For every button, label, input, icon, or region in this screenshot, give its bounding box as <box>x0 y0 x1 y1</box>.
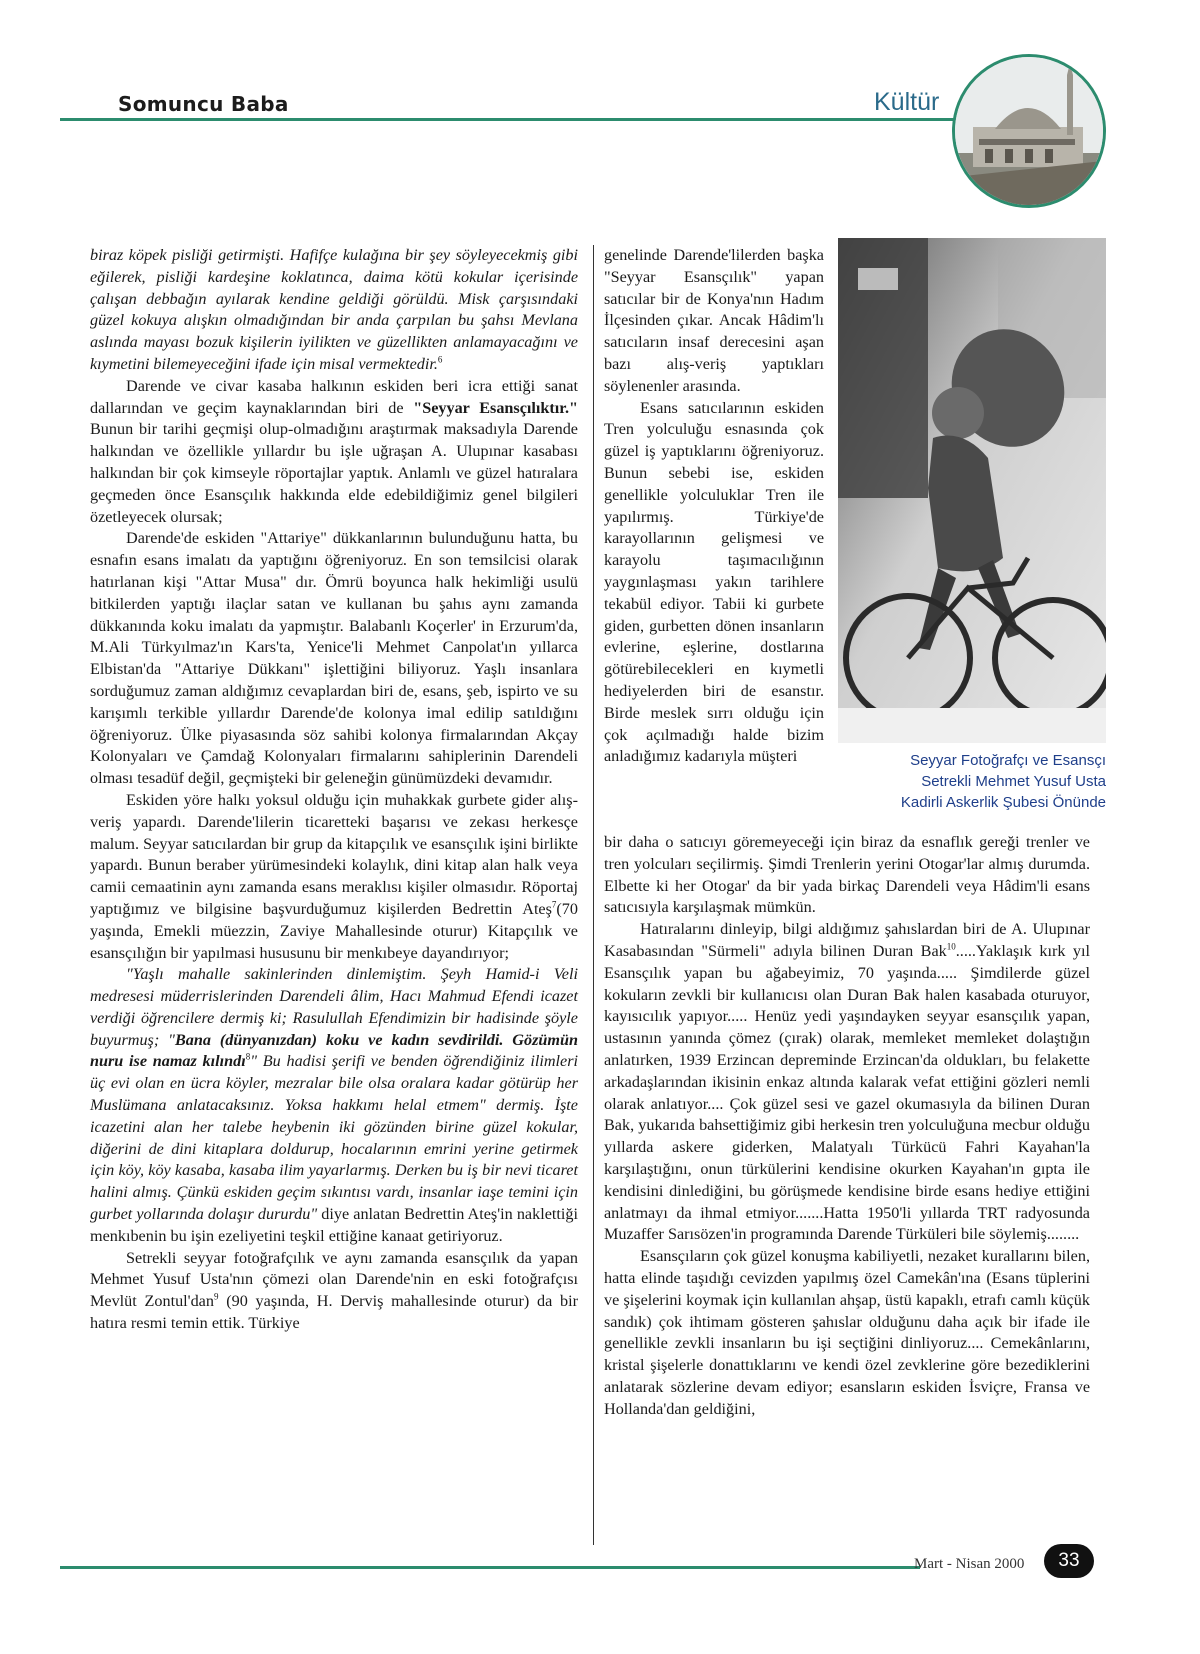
section-title: Kültür <box>874 88 940 116</box>
paragraph: Setrekli seyyar fotoğrafçılık ve aynı zamanda esansçılık da yapan Mehmet Yusuf Usta'nın çömezi olan Darende'nin en eski fotoğrafçısı Mevlüt Zontul'dan$^9$ (90 yaşında, H. Derviş mahallesinde oturur) da bir hatıra resmi temin ettik. Türkiye <box>90 1248 578 1333</box>
footnote-marker: 9 <box>213 1291 219 1302</box>
photo-man-on-bicycle <box>838 238 1106 743</box>
left-column <box>90 245 578 1335</box>
paragraph: Darende'de eskiden "Attariye" dükkanlarının bulunduğunu hatta, bu esnafın esans imalatı da yaptığını öğreniyoruz. En son temsilcisi olarak hatırlanan kişi "Attar Musa" dır. Ömrü boyunca halk hekimliği usulü bitkilerden yaptığı ilaçlar satan ve kullanan bu şahıs aynı zamanda dükkanında koku imalatı da yapmıştır. Balabanlı Koçerler' in Erzurum'da, M.Ali Türkyılmaz'ın Kars'ta, Yenice'li Mehmet Canpolat'ın yıllarca Elbistan'da "Attariye Dükkanı" işlettiğini biliyoruz. Yaşlı insanlara sorduğumuz zaman aldığımız cevaplardan biri de, esans, şeb, ispirto ve su karışımlı terkible yıllardır Darende'de kolonya imal edilip satıldığını öğreniyoruz. Ülke piyasasında söz sahibi kolonya firmalarından Akçay Kolonyaları ve Çamdağ Kolonyaları firmalarını sahiplerinin Darendeli olması tesadüf değil, geçmişteki bir geleneğin günümüzdeki devamıdır. <box>90 529 578 788</box>
paragraph: Eskiden yöre halkı yoksul olduğu için muhakkak gurbete gider alış-veriş yapardı. Darende'lilerin ticaretteki başarısı ve zekası herkesçe malum. Seyyar satıcılardan bir grup da kitapçılık ve esansçılık işini birlikte yapardı. Bunun beraber yürümesindeki kolaylık, dini kitap alan halk veya camii cemaatinin aynı zamanda esans meraklısı kişiler olmasıdır. Röportaj yaptığımız ve bilgisine başvurduğumuz kişilerden Bedrettin Ateş$^7$(70 yaşında, Emekli müezzin, Zaviye Mahallesinde oturur) Kitapçılık ve esansçılığın bir yapılmasi hususunu bir menkıbeye dayandırıyor; <box>90 790 578 962</box>
footnote-marker: 8 <box>245 1052 251 1063</box>
caption-line: Kadirli Askerlik Şubesi Önünde <box>900 794 1106 811</box>
hadith-quote: Bana (dünyanızdan) koku ve kadın sevdirildi. Gözümün nuru ise namaz kılındı <box>90 1030 578 1071</box>
paragraph: "Yaşlı mahalle sakinlerinden dinlemiştim. Şeyh Hamid-i Veli medresesi müderrislerinden Darendeli âlim, Hacı Mahmud Efendi icazet verdiği öğrencilere dermiş ki; Rasulullah Efendimizin bir hadisinde şöyle buyurmuş; "Bana (dünyanızdan) koku ve kadın sevdirildi. Gözümün nuru ise namaz kılındı$^8$" Bu hadisi şerifi ve benden öğrendiğiniz ilimleri üç evi olan en ücra köyler, mezralar bile olsa oralara kadar götürüp her Muslümana anlatacaksınız. Yoksa hakkımı helal etmem" dermiş. İşte icazetini alan her talebe heybenin iki gözünden birine güzel kokular, diğerini de dini kitaplara doldurup, hocalarının emrini yerine getirmek için köy, köy kasaba, kasaba ilim yayarlarmış. Derken bu iş bir nevi ticaret halini almış. Çünkü eskiden geçim sıkıntısı vardı, insanlar iaşe temini için gurbet yollarında dolaşır dururdu" diye anlatan Bedrettin Ateş'in naklettiği menkıbenin bu işin ezeliyetini teşkil ettiğine kanaat getiriyoruz. <box>90 965 578 1245</box>
paragraph: Hatıralarını dinleyip, bilgi aldığımız şahıslardan biri de A. Ulupınar Kasabasından "Sürmeli" adıyla bilinen Duran Bak$^{10}$.....Yaklaşık kırk yıl Esansçılık yapan bu ağabeyimiz, 70 yaşında..... Şimdilerde güzel kokuların zevkli bir kullanıcısı olan Duran Bak halen kasabada oturuyor, kayısıcılık yapıyor..... Henüz yedi yaşındayken seyyar esansçılık yapan, ustasının yanında çömez (çırak) olarak, memleket memleket dolaştığın anlatırken, 1939 Erzincan depreminde Erzincan'da oldukları, bu felakette arkadaşlarından ikisinin enkaz altında kalarak vefat ettiğini gözleri nemli olarak anlatıyor.... Çok güzel sesi ve gazel okumasıyla da bilinen Duran Bak, yukarıda bahsettiğimiz gibi herkesin tren yolculuğuna mecbur olduğu yıllarda askere giderken, Malatyalı Türkücü Fahri Kayahan'la karşılaştığını, onun türkülerini kendisine okurken Kayahan'ın gıpta ile kendisini dinlediğini, bu görüşmede kendisine birde esans hediye ettiğini anlatmayı da ihmal etmiyor.......Hatta 1950'li yıllarda TRT radyosunda Muzaffer Sarısözen'in programında Darende Türküleri bile söylemiş........ <box>604 920 1090 1244</box>
footer-rule <box>60 1566 920 1569</box>
paragraph: bir daha o satıcıyı göremeyeceği için biraz da esnaflık gereği trenler ve tren yolcuları seçilirmiş. Şimdi Trenlerin yerini Otogar'lar almış durumda. Elbette ki her Otogar' da bir yada birkaç Darendeli veya Hâdim'li esans satıcısıyla karşılaşmak mümkün. <box>604 833 1090 917</box>
bold-term: "Seyyar Esansçılıktır." <box>413 398 579 417</box>
paragraph: Esansçıların çok güzel konuşma kabiliyetli, nezaket kurallarını bilen, hatta elinde taşıdığı cevizden yapılmış özel Camekân'ına (Esans tüplerini ve şişelerini koymak için kullanılan ahşap, üstü kapaklı, etrafı camlı küçük sandık) çok ihtimam gösteren şahıslar olduğunu daha açık bir ifade ile genellikle zevkli insanların bu işi seçtiğini dinliyoruz.... Cemekânlarını, kristal şişelerle donattıklarını ve kendi özel zevklerine göre bezediklerini anlatarak sözlerine devam ediyor; esansların eskiden İsviçre, Fransa ve Hollanda'dan geldiğini, <box>604 1247 1090 1418</box>
caption-line: Seyyar Fotoğrafçı ve Esansçı <box>910 752 1106 769</box>
magazine-title: Somuncu Baba <box>118 92 289 116</box>
footnote-marker: 6 <box>437 354 443 365</box>
middle-column <box>604 245 824 768</box>
mosque-logo-icon <box>952 54 1106 208</box>
photo-caption <box>838 750 1106 813</box>
caption-line: Setrekli Mehmet Yusuf Usta <box>921 773 1106 790</box>
column-divider <box>593 245 594 1545</box>
page-number: 33 <box>1044 1544 1094 1578</box>
footnote-marker: 7 <box>551 899 557 910</box>
footnote-marker: 10 <box>946 941 956 952</box>
paragraph: genelinde Darende'lilerden başka "Seyyar Esansçılık" yapan satıcılar bir de Konya'nın Hadım İlçesinden çıkar. Ancak Hâdim'lı satıcıların insaf derecesini aşan bazı alış-veriş yaptıkları söylenenler arasında. <box>604 246 824 395</box>
right-column <box>604 832 1090 1421</box>
paragraph: Esans satıcılarının eskiden Tren yolculuğu esnasında çok güzel iş yaptıklarını öğreniyoruz. Bunun sebebi ise, eskiden genellikle yolculuklar Tren ile yapılırmış. Türkiye'de karayollarının gelişmesi ve karayolu taşımacılığının yaygınlaşması yakın tarihlere tekabül ediyor. Tabii ki gurbete giden, gurbetten dönen insanların evlerine, eşlerine, dostlarına götürebilecekleri en kıymetli hediyelerden biri de esanstır. Birde meslek sırrı olduğu için çok açılmadığı halde bizim anladığımız kadarıyla müşteri <box>604 398 824 766</box>
header-rule <box>60 118 960 121</box>
paragraph: Darende ve civar kasaba halkının eskiden beri icra ettiği sanat dallarından ve geçim kaynaklarından biri de "Seyyar Esansçılıktır." Bunun bir tarihi geçmişi olup-olmadığını araştırmak maksadıyla Darende halkından ve özellikle yıllardır bu işle uğraşan A. Ulupınar kasabası halkından bir çok kimseyle röportajlar yaptık. Anlamlı ve güzel hatıralara geçmeden önce Esansçılık hakkında elde edebildiğimiz genel bilgileri özetleyecek olursak; <box>90 376 579 526</box>
issue-date: Mart - Nisan 2000 <box>914 1556 1025 1572</box>
paragraph: biraz köpek pisliği getirmişti. Hafifçe kulağına bir şey söyleyecekmiş gibi eğilerek, pisliği kardeşine koklatınca, daima kötü kokular içerisinde çalışan debbağın ayılarak kendine geldiği görüldü. Misk çarşısındaki güzel kokuya alışkın olmadığından bir anda çarpılan bu şahsı Mevlana aslında mayası bozuk kişilerin iyilikten ve güzellikten anlamayacağını ve kıymetini bilemeyeceğini ifade için misal vermektedir.$^6$ <box>90 246 578 373</box>
